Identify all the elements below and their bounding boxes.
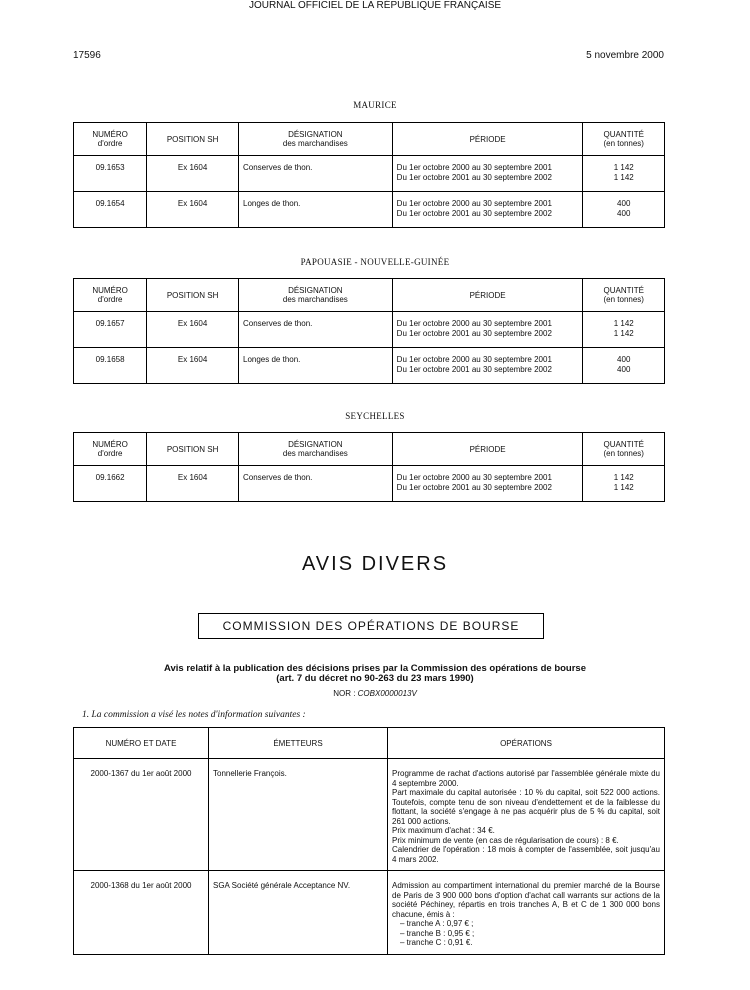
col-numero: NUMÉRO d'ordre bbox=[74, 279, 147, 312]
col-position-sh: POSITION SH bbox=[147, 279, 239, 312]
country-heading: PAPOUASIE - NOUVELLE-GUINÉE bbox=[300, 257, 450, 267]
intro-text: 1. La commission a visé les notes d'information suivantes : bbox=[82, 710, 306, 720]
col-emetteurs: ÉMETTEURS bbox=[209, 728, 388, 759]
quota-table-seychelles bbox=[73, 432, 665, 502]
country-heading: SEYCHELLES bbox=[345, 411, 405, 421]
col-designation: DÉSIGNATION des marchandises bbox=[239, 123, 393, 156]
commission-heading: COMMISSION DES OPÉRATIONS DE BOURSE bbox=[198, 613, 544, 639]
page-number: 17596 bbox=[73, 50, 101, 61]
operations-table bbox=[73, 727, 665, 955]
col-periode: PÉRIODE bbox=[392, 123, 583, 156]
table-row: 09.1657 Ex 1604 Conserves de thon. Du 1er octobre 2000 au 30 septembre 2001 Du 1er octobre 2001 au 30 septembre 2002 1 142 1 142 bbox=[74, 312, 665, 348]
col-designation: DÉSIGNATION des marchandises bbox=[239, 433, 393, 466]
col-position-sh: POSITION SH bbox=[147, 123, 239, 156]
nor-reference: NOR : COBX0000013V bbox=[333, 689, 417, 698]
col-quantite: QUANTITÉ (en tonnes) bbox=[583, 279, 665, 312]
table-row: 2000-1367 du 1er août 2000 Tonnellerie François. Programme de rachat d'actions autorisé par l'assemblée générale mixte du 4 septembre 2000. Part maximale du capital autorisée : 10 % du capital, soit 522 000 actions. Toutefois, compte tenu de son niveau d'endettement et de la faiblesse du flottant, la société s'engage à ne pas acquérir plus de 5 % du capital, soit 261 000 actions. Prix maximum d'achat : 34 €. Prix minimum de vente (en cas de régularisation de cours) : 8 €. Calendrier de l'opération : 18 mois à compter de l'assemblée, soit jusqu'au 4 mars 2002. bbox=[74, 759, 665, 871]
table-row: 09.1662 Ex 1604 Conserves de thon. Du 1er octobre 2000 au 30 septembre 2001 Du 1er octobre 2001 au 30 septembre 2002 1 142 1 142 bbox=[74, 466, 665, 502]
table-row: 2000-1368 du 1er août 2000 SGA Société générale Acceptance NV. Admission au compartiment international du premier marché de la Bourse de Paris de 3 900 000 bons d'option d'achat call warrants sur actions de la société Péchiney, répartis en trois tranches A, B et C de 1 300 000 bons chacune, émis à : – tranche A : 0,97 € ; – tranche B : 0,95 € ; – tranche C : 0,91 €. bbox=[74, 871, 665, 955]
col-quantite: QUANTITÉ (en tonnes) bbox=[583, 433, 665, 466]
quota-table-maurice bbox=[73, 122, 665, 228]
col-numero: NUMÉRO d'ordre bbox=[74, 123, 147, 156]
col-periode: PÉRIODE bbox=[392, 433, 583, 466]
avis-divers-heading: AVIS DIVERS bbox=[301, 553, 449, 575]
journal-title: JOURNAL OFFICIEL DE LA RÉPUBLIQUE FRANÇAISE bbox=[248, 0, 502, 11]
table-row: 09.1654 Ex 1604 Longes de thon. Du 1er octobre 2000 au 30 septembre 2001 Du 1er octobre 2001 au 30 septembre 2002 400 400 bbox=[74, 192, 665, 228]
col-designation: DÉSIGNATION des marchandises bbox=[239, 279, 393, 312]
col-periode: PÉRIODE bbox=[392, 279, 583, 312]
table-row: 09.1653 Ex 1604 Conserves de thon. Du 1er octobre 2000 au 30 septembre 2001 Du 1er octobre 2001 au 30 septembre 2002 1 142 1 142 bbox=[74, 156, 665, 192]
col-numero: NUMÉRO d'ordre bbox=[74, 433, 147, 466]
col-quantite: QUANTITÉ (en tonnes) bbox=[583, 123, 665, 156]
col-operations: OPÉRATIONS bbox=[388, 728, 665, 759]
country-heading: MAURICE bbox=[353, 100, 397, 110]
col-numero-date: NUMÉRO ET DATE bbox=[74, 728, 209, 759]
publication-date: 5 novembre 2000 bbox=[586, 50, 664, 61]
col-position-sh: POSITION SH bbox=[147, 433, 239, 466]
table-row: 09.1658 Ex 1604 Longes de thon. Du 1er octobre 2000 au 30 septembre 2001 Du 1er octobre 2001 au 30 septembre 2002 400 400 bbox=[74, 348, 665, 384]
quota-table-papouasie bbox=[73, 278, 665, 384]
avis-title: Avis relatif à la publication des décisions prises par la Commission des opérations de bourse (art. 7 du décret no 90-263 du 23 mars 1990) bbox=[164, 663, 586, 684]
